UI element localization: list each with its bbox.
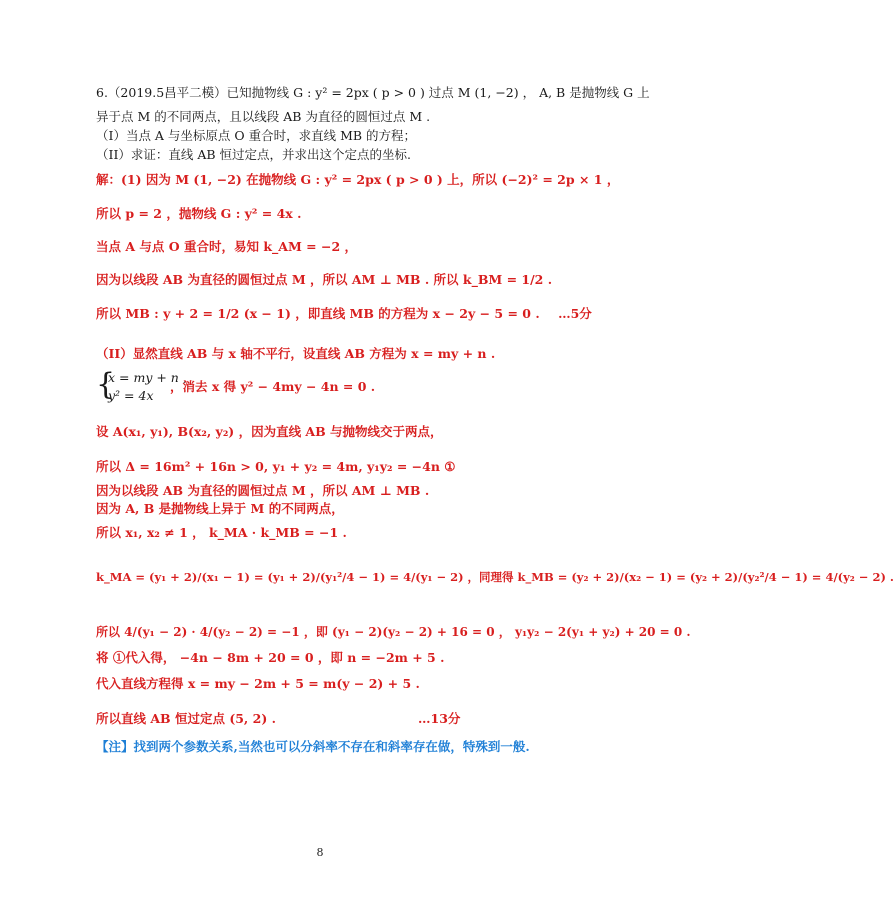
score-13: …13分 <box>418 711 461 726</box>
system-eq-1: x = my + n , <box>108 370 187 385</box>
solution-step-16: 代入直线方程得 x = my − 2m + 5 = m(y − 2) + 5 . <box>96 676 420 691</box>
solution-step-12: 所以 x₁, x₂ ≠ 1 ， k_MA · k_MB = −1 . <box>96 525 347 540</box>
system-brace: { <box>96 367 116 402</box>
solution-step-5-text: 所以 MB : y + 2 = 1/2 (x − 1) ，即直线 MB 的方程为 x − 2y − 5 = 0 . <box>96 306 540 321</box>
solution-step-8: 设 A(x₁, y₁), B(x₂, y₂) ，因为直线 AB 与抛物线交于两点， <box>96 424 443 439</box>
solution-step-17: 所以直线 AB 恒过定点 (5, 2) . <box>96 711 276 726</box>
solution-step-9: 所以 Δ = 16m² + 16n > 0, y₁ + y₂ = 4m, y₁y₂ = −4n ① <box>96 459 456 474</box>
note: 【注】找到两个参数关系,当然也可以分斜率不存在和斜率存在做，特殊到一般. <box>96 739 530 754</box>
solution-step-5 <box>96 305 592 323</box>
page-number: 8 <box>316 846 324 859</box>
system-eq-2: y² = 4x <box>108 388 154 403</box>
solution-step-14: 所以 4/(y₁ − 2) · 4/(y₂ − 2) = −1 ，即 (y₁ − 2)(y₂ − 2) + 16 = 0 ， y₁y₂ − 2(y₁ + y₂) + 20 = 0 . <box>96 625 691 639</box>
problem-line-1: 6.（2019.5昌平二模）已知抛物线 G : y² = 2px ( p > 0 ) 过点 M (1, −2) ， A, B 是抛物线 G 上 <box>96 85 650 100</box>
solution-step-11: 因为 A, B 是抛物线上异于 M 的不同两点， <box>96 501 344 516</box>
solution-step-10: 因为以线段 AB 为直径的圆恒过点 M ，所以 AM ⊥ MB . <box>96 483 430 498</box>
solution-step-6: （II）显然直线 AB 与 x 轴不平行，设直线 AB 方程为 x = my + n . <box>96 346 496 361</box>
solution-step-1: 解：(1) 因为 M (1, −2) 在抛物线 G : y² = 2px ( p > 0 ) 上，所以 (−2)² = 2p × 1 ， <box>96 172 620 187</box>
solution-step-2: 所以 p = 2 ，抛物线 G : y² = 4x . <box>96 206 302 221</box>
problem-part-2: （II）求证：直线 AB 恒过定点，并求出这个定点的坐标. <box>96 147 412 162</box>
score-5: …5分 <box>558 306 592 321</box>
solution-step-13: k_MA = (y₁ + 2)/(x₁ − 1) = (y₁ + 2)/(y₁²/4 − 1) = 4/(y₁ − 2) ，同理得 k_MB = (y₂ + 2)/(x₂ − 1) = (y₂ + 2)/(y₂²/4 − 1) = 4/(y₂ − 2) . <box>96 570 894 584</box>
solution-step-15: 将 ①代入得， −4n − 8m + 20 = 0 ，即 n = −2m + 5 . <box>96 650 445 665</box>
solution-step-3: 当点 A 与点 O 重合时，易知 k_AM = −2 ， <box>96 239 357 254</box>
problem-part-1: （I）当点 A 与坐标原点 O 重合时，求直线 MB 的方程； <box>96 128 417 143</box>
eliminate-step: ，消去 x 得 y² − 4my − 4n = 0 . <box>170 379 376 394</box>
problem-line-2: 异于点 M 的不同两点，且以线段 AB 为直径的圆恒过点 M . <box>96 109 431 124</box>
solution-step-4: 因为以线段 AB 为直径的圆恒过点 M ，所以 AM ⊥ MB . 所以 k_BM = 1/2 . <box>96 272 553 287</box>
